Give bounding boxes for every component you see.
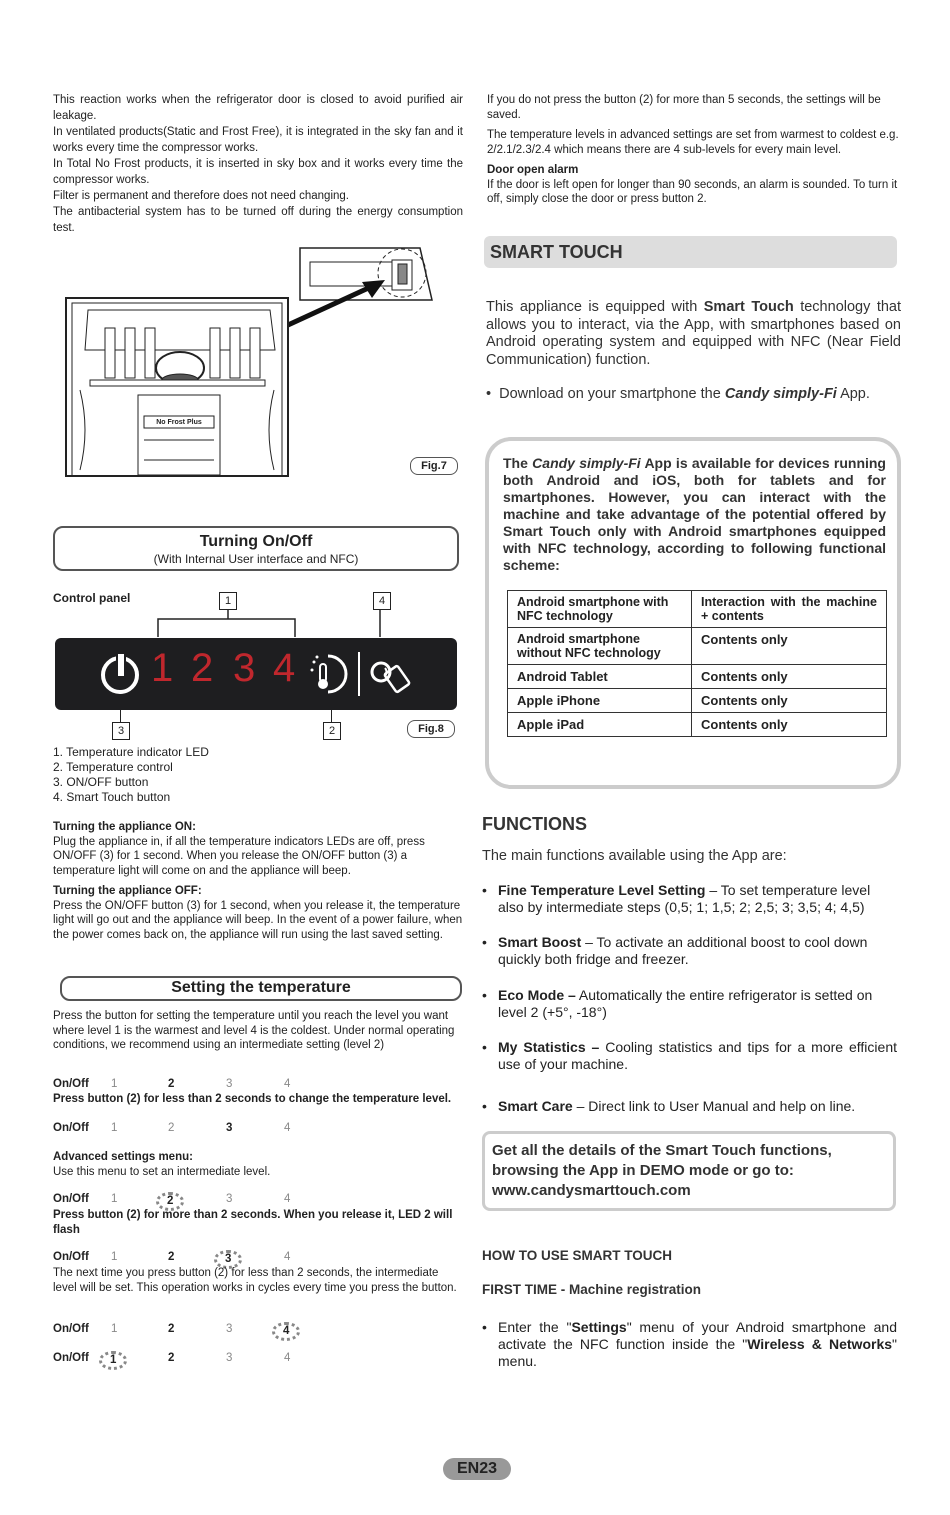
seq-digit: 1: [111, 1078, 118, 1090]
turning-subtitle: (With Internal User interface and NFC): [153, 552, 359, 566]
download-b: App.: [836, 386, 870, 402]
table-cell: Interaction with the machine + contents: [692, 591, 887, 628]
seq-row-1: [53, 1078, 473, 1093]
fridge-illustration: [60, 240, 445, 480]
turning-on-title: Turning the appliance ON:: [53, 821, 196, 833]
led-1: 1: [151, 646, 174, 690]
onoff-label: On/Off: [53, 1251, 89, 1263]
turning-on-text: Plug the appliance in, if all the temperature indicators LEDs are off, press ON/OFF (3) for 1 second. When you release the ON/OFF button (3) a temperature light will come on and the appliance will beep.: [53, 835, 425, 877]
table-row: [508, 628, 887, 665]
door-alarm-text: If the door is left open for longer than 90 seconds, an alarm is sounded. To turn it off, simply close the door or press button 2.: [487, 178, 898, 205]
seq-digit-flashing: 4: [272, 1322, 300, 1341]
table-cell: Contents only: [692, 713, 887, 737]
function-text: [498, 1098, 897, 1115]
intro-p2: In ventilated products(Static and Frost Free), it is integrated in the sky fan and it works every time the compressor works.: [53, 126, 463, 154]
app-info-a: The: [503, 455, 533, 471]
advanced-text: Use this menu to set an intermediate level.: [53, 1165, 271, 1178]
st-intro-a: This appliance is equipped with: [486, 299, 704, 315]
fridge-badge: No Frost Plus: [156, 419, 202, 426]
seq-digit: 1: [111, 1251, 118, 1263]
smart-touch-title: SMART TOUCH: [490, 242, 623, 262]
enter-settings-text: [498, 1319, 897, 1370]
led-3: 3: [233, 646, 256, 690]
intro-p5: The antibacterial system has to be turned off during the energy consumption test.: [53, 206, 463, 234]
seq-digit: 1: [111, 1122, 118, 1134]
seq-row-6: [53, 1352, 473, 1367]
onoff-label: On/Off: [53, 1122, 89, 1134]
download-app: Candy simply-Fi: [724, 386, 837, 402]
seq-digit-flashing: 1: [99, 1351, 127, 1370]
table-row: [508, 713, 887, 737]
advanced-settings: [53, 1150, 465, 1179]
intro-text: [53, 92, 463, 236]
onoff-label: On/Off: [53, 1352, 89, 1364]
seq-row-4: [53, 1251, 473, 1266]
demo-description: Get all the details of the Smart Touch functions, browsing the App in DEMO mode or go to:: [492, 1142, 832, 1179]
table-cell: Apple iPhone: [508, 689, 692, 713]
function-text: [498, 934, 897, 968]
led-2: 2: [191, 646, 214, 690]
seq-row-2: [53, 1122, 473, 1137]
function-desc: – Direct link to User Manual and help on line.: [572, 1098, 856, 1114]
seq-digit: 2: [168, 1352, 175, 1364]
st-intro-bold: Smart Touch: [703, 299, 794, 315]
seq-row-3: [53, 1193, 473, 1208]
turning-off-text: Press the ON/OFF button (3) for 1 second, when you release it, the temperature light will go out and the appliance will beep. In the event of a power failure, when the power comes back on, the appliance will run using the last saved setting.: [53, 899, 463, 941]
compatibility-table: [507, 590, 887, 737]
seq-digit: 2: [168, 1078, 175, 1090]
table-cell: Contents only: [692, 665, 887, 689]
callout-4: 4: [373, 592, 391, 610]
bullet-dot: •: [486, 386, 500, 402]
how-to-title: HOW TO USE SMART TOUCH: [482, 1248, 673, 1263]
function-name: Eco Mode –: [498, 987, 576, 1003]
intro-p4: Filter is permanent and therefore does not need changing.: [53, 190, 349, 202]
seq-digit: 4: [284, 1193, 291, 1205]
setting-paragraph: Press the button for setting the temperature until you reach the level you want where level 1 is the warmest and level 4 is the coldest. Under normal operating conditions, we recommend using an intermediate setting (level 2): [53, 1010, 455, 1051]
seq-digit: 3: [226, 1193, 233, 1205]
seq-digit: 4: [284, 1122, 291, 1134]
callout-2-line: [331, 710, 332, 722]
intro-p1: This reaction works when the refrigerator door is closed to avoid purified air leakage.: [53, 94, 463, 122]
seq-digit: 4: [284, 1352, 291, 1364]
intro-p3: In Total No Frost products, it is inserted in sky box and it works every time the compressor works.: [53, 158, 463, 186]
nfc-icon[interactable]: [367, 654, 411, 694]
advanced-title: Advanced settings menu:: [53, 1151, 193, 1163]
seq-digit: 4: [284, 1251, 291, 1263]
table-row: [508, 591, 887, 628]
legend-item: 1. Temperature indicator LED: [53, 745, 209, 759]
next-time-text: [53, 1266, 465, 1295]
settings-notes: [487, 93, 899, 207]
press-less-2: Press button (2) for less than 2 seconds to change the temperature level.: [53, 1093, 452, 1105]
callout-2: 2: [323, 722, 341, 740]
function-item: [482, 1098, 897, 1115]
seq-digit: 3: [226, 1352, 233, 1364]
function-desc: Automatically the entire refrigerator is setted on level 2 (+5°, -18°): [498, 987, 873, 1020]
table-cell: Contents only: [692, 628, 887, 665]
seq-row-5: [53, 1323, 473, 1338]
table-cell: Contents only: [692, 689, 887, 713]
seq-digit: 2: [168, 1323, 175, 1335]
demo-text: [492, 1141, 887, 1201]
table-row: [508, 665, 887, 689]
callout-3-line: [120, 710, 121, 722]
functions-title: FUNCTIONS: [482, 814, 587, 834]
seq-digit: 3: [226, 1122, 233, 1134]
smart-touch-heading: [484, 236, 897, 268]
download-a: Download on your smartphone the: [499, 386, 725, 402]
enter-settings-bullet: [482, 1319, 897, 1370]
onoff-label: On/Off: [53, 1078, 89, 1090]
fig7-label: Fig.7: [410, 457, 458, 475]
function-text: [498, 882, 897, 916]
temp-levels-text: The temperature levels in advanced settings are set from warmest to coldest e.g. 2/2.1/2.3/2.4 which means there are 4 sub-levels for every main level.: [487, 129, 899, 156]
seq-digit: 3: [226, 1078, 233, 1090]
fig8-label: Fig.8: [407, 720, 455, 738]
turning-title: Turning On/Off: [199, 533, 313, 550]
functions-intro: The main functions available using the App are:: [482, 848, 787, 864]
seq-digit-flashing: 3: [214, 1250, 242, 1269]
table-cell: Android Tablet: [508, 665, 692, 689]
demo-url-link[interactable]: www.candysmarttouch.com: [492, 1182, 691, 1199]
onoff-label: On/Off: [53, 1323, 89, 1335]
setting-text: [53, 1009, 465, 1053]
seq-digit: 4: [284, 1078, 291, 1090]
smart-touch-intro: [486, 299, 901, 369]
page-number: EN23: [443, 1458, 511, 1480]
turning-off-title: Turning the appliance OFF:: [53, 885, 202, 897]
function-text: [498, 1039, 897, 1073]
bullet-dot: •: [482, 882, 487, 898]
onoff-label: On/Off: [53, 1193, 89, 1205]
function-name: Smart Care: [498, 1098, 573, 1114]
st-intro-b: technology that allows you to interact, via the App, with smartphones based on Android operating system and equipped with NFC (Near Field Communication) function.: [486, 299, 902, 368]
demo-box: [482, 1131, 896, 1211]
app-info-text: [503, 455, 886, 574]
function-name: My Statistics –: [498, 1039, 600, 1055]
function-name: Fine Temperature Level Setting: [498, 882, 706, 898]
seq-digit: 2: [168, 1122, 175, 1134]
bullet-dot: •: [482, 1098, 487, 1114]
function-item: [482, 882, 897, 916]
table-cell: Apple iPad: [508, 713, 692, 737]
control-panel-label: Control panel: [53, 591, 131, 605]
function-item: [482, 934, 897, 968]
enter-wireless-bold: Wireless & Networks: [747, 1336, 893, 1352]
function-desc: – To set temperature level also by intermediate steps (0,5; 1; 1,5; 2; 2,5; 3; 3,5; 4; 4,5): [498, 882, 871, 915]
panel-divider: [358, 652, 360, 696]
app-info-name: Candy simply-Fi: [532, 455, 641, 471]
function-name: Smart Boost: [498, 934, 582, 950]
download-bullet: [486, 386, 901, 403]
setting-heading-box: [60, 976, 462, 1001]
control-panel: [55, 638, 457, 710]
turning-on-section: [53, 820, 465, 878]
bullet-dot: •: [482, 987, 487, 1003]
table-cell: Android smartphone with NFC technology: [508, 591, 692, 628]
function-desc: – To activate an additional boost to cool down quickly both fridge and freezer.: [498, 934, 868, 967]
callout-1: 1: [219, 592, 237, 610]
legend-list: [53, 745, 209, 805]
turning-heading-box: [53, 526, 459, 571]
bullet-dot: •: [482, 1319, 487, 1335]
not-press-text: If you do not press the button (2) for more than 5 seconds, the settings will be saved.: [487, 94, 881, 121]
led-4: 4: [273, 646, 296, 690]
bullet-dot: •: [482, 934, 487, 950]
turning-off-section: [53, 884, 465, 942]
enter-b: " menu of your Android smartphone and activate the NFC function inside the ": [498, 1319, 897, 1352]
app-info-box: [485, 437, 901, 789]
door-alarm-title: Door open alarm: [487, 164, 579, 176]
enter-c: " menu.: [498, 1336, 898, 1369]
seq-digit: 1: [111, 1193, 118, 1205]
app-info-b: App is available for devices running both Android and iOS, both for tablets and for smartphones. However, you can interact with the machine and take advantage of the potential offered by Smart Touch only with Android smartphones equipped with NFC technology, according to following functional scheme:: [503, 455, 886, 573]
bullet-dot: •: [482, 1039, 487, 1055]
onoff-button-line: [116, 652, 126, 678]
seq-digit: 1: [111, 1323, 118, 1335]
function-item: [482, 987, 897, 1021]
legend-item: 4. Smart Touch button: [53, 790, 171, 804]
callout-3: 3: [112, 722, 130, 740]
function-desc: Cooling statistics and tips for a more efficient use of your machine.: [498, 1039, 897, 1072]
temperature-control-icon[interactable]: [308, 652, 348, 696]
enter-a: Enter the ": [498, 1319, 572, 1335]
function-item: [482, 1039, 897, 1073]
seq-digit: 2: [168, 1251, 175, 1263]
press-more-2: Press button (2) for more than 2 seconds. When you release it, LED 2 will flash: [53, 1209, 453, 1236]
legend-item: 3. ON/OFF button: [53, 775, 149, 789]
seq-digit-flashing: 2: [156, 1192, 184, 1211]
table-cell: Android smartphone without NFC technology: [508, 628, 692, 665]
enter-settings-bold: Settings: [571, 1319, 627, 1335]
function-text: [498, 987, 897, 1021]
legend-item: 2. Temperature control: [53, 760, 173, 774]
seq-digit: 3: [226, 1323, 233, 1335]
first-time-title: FIRST TIME - Machine registration: [482, 1282, 702, 1297]
table-row: [508, 689, 887, 713]
setting-title: Setting the temperature: [171, 979, 351, 996]
next-time-paragraph: The next time you press button (2) for less than 2 seconds, the intermediate level will be set. This operation works in cycles every time you press the button.: [53, 1267, 457, 1294]
